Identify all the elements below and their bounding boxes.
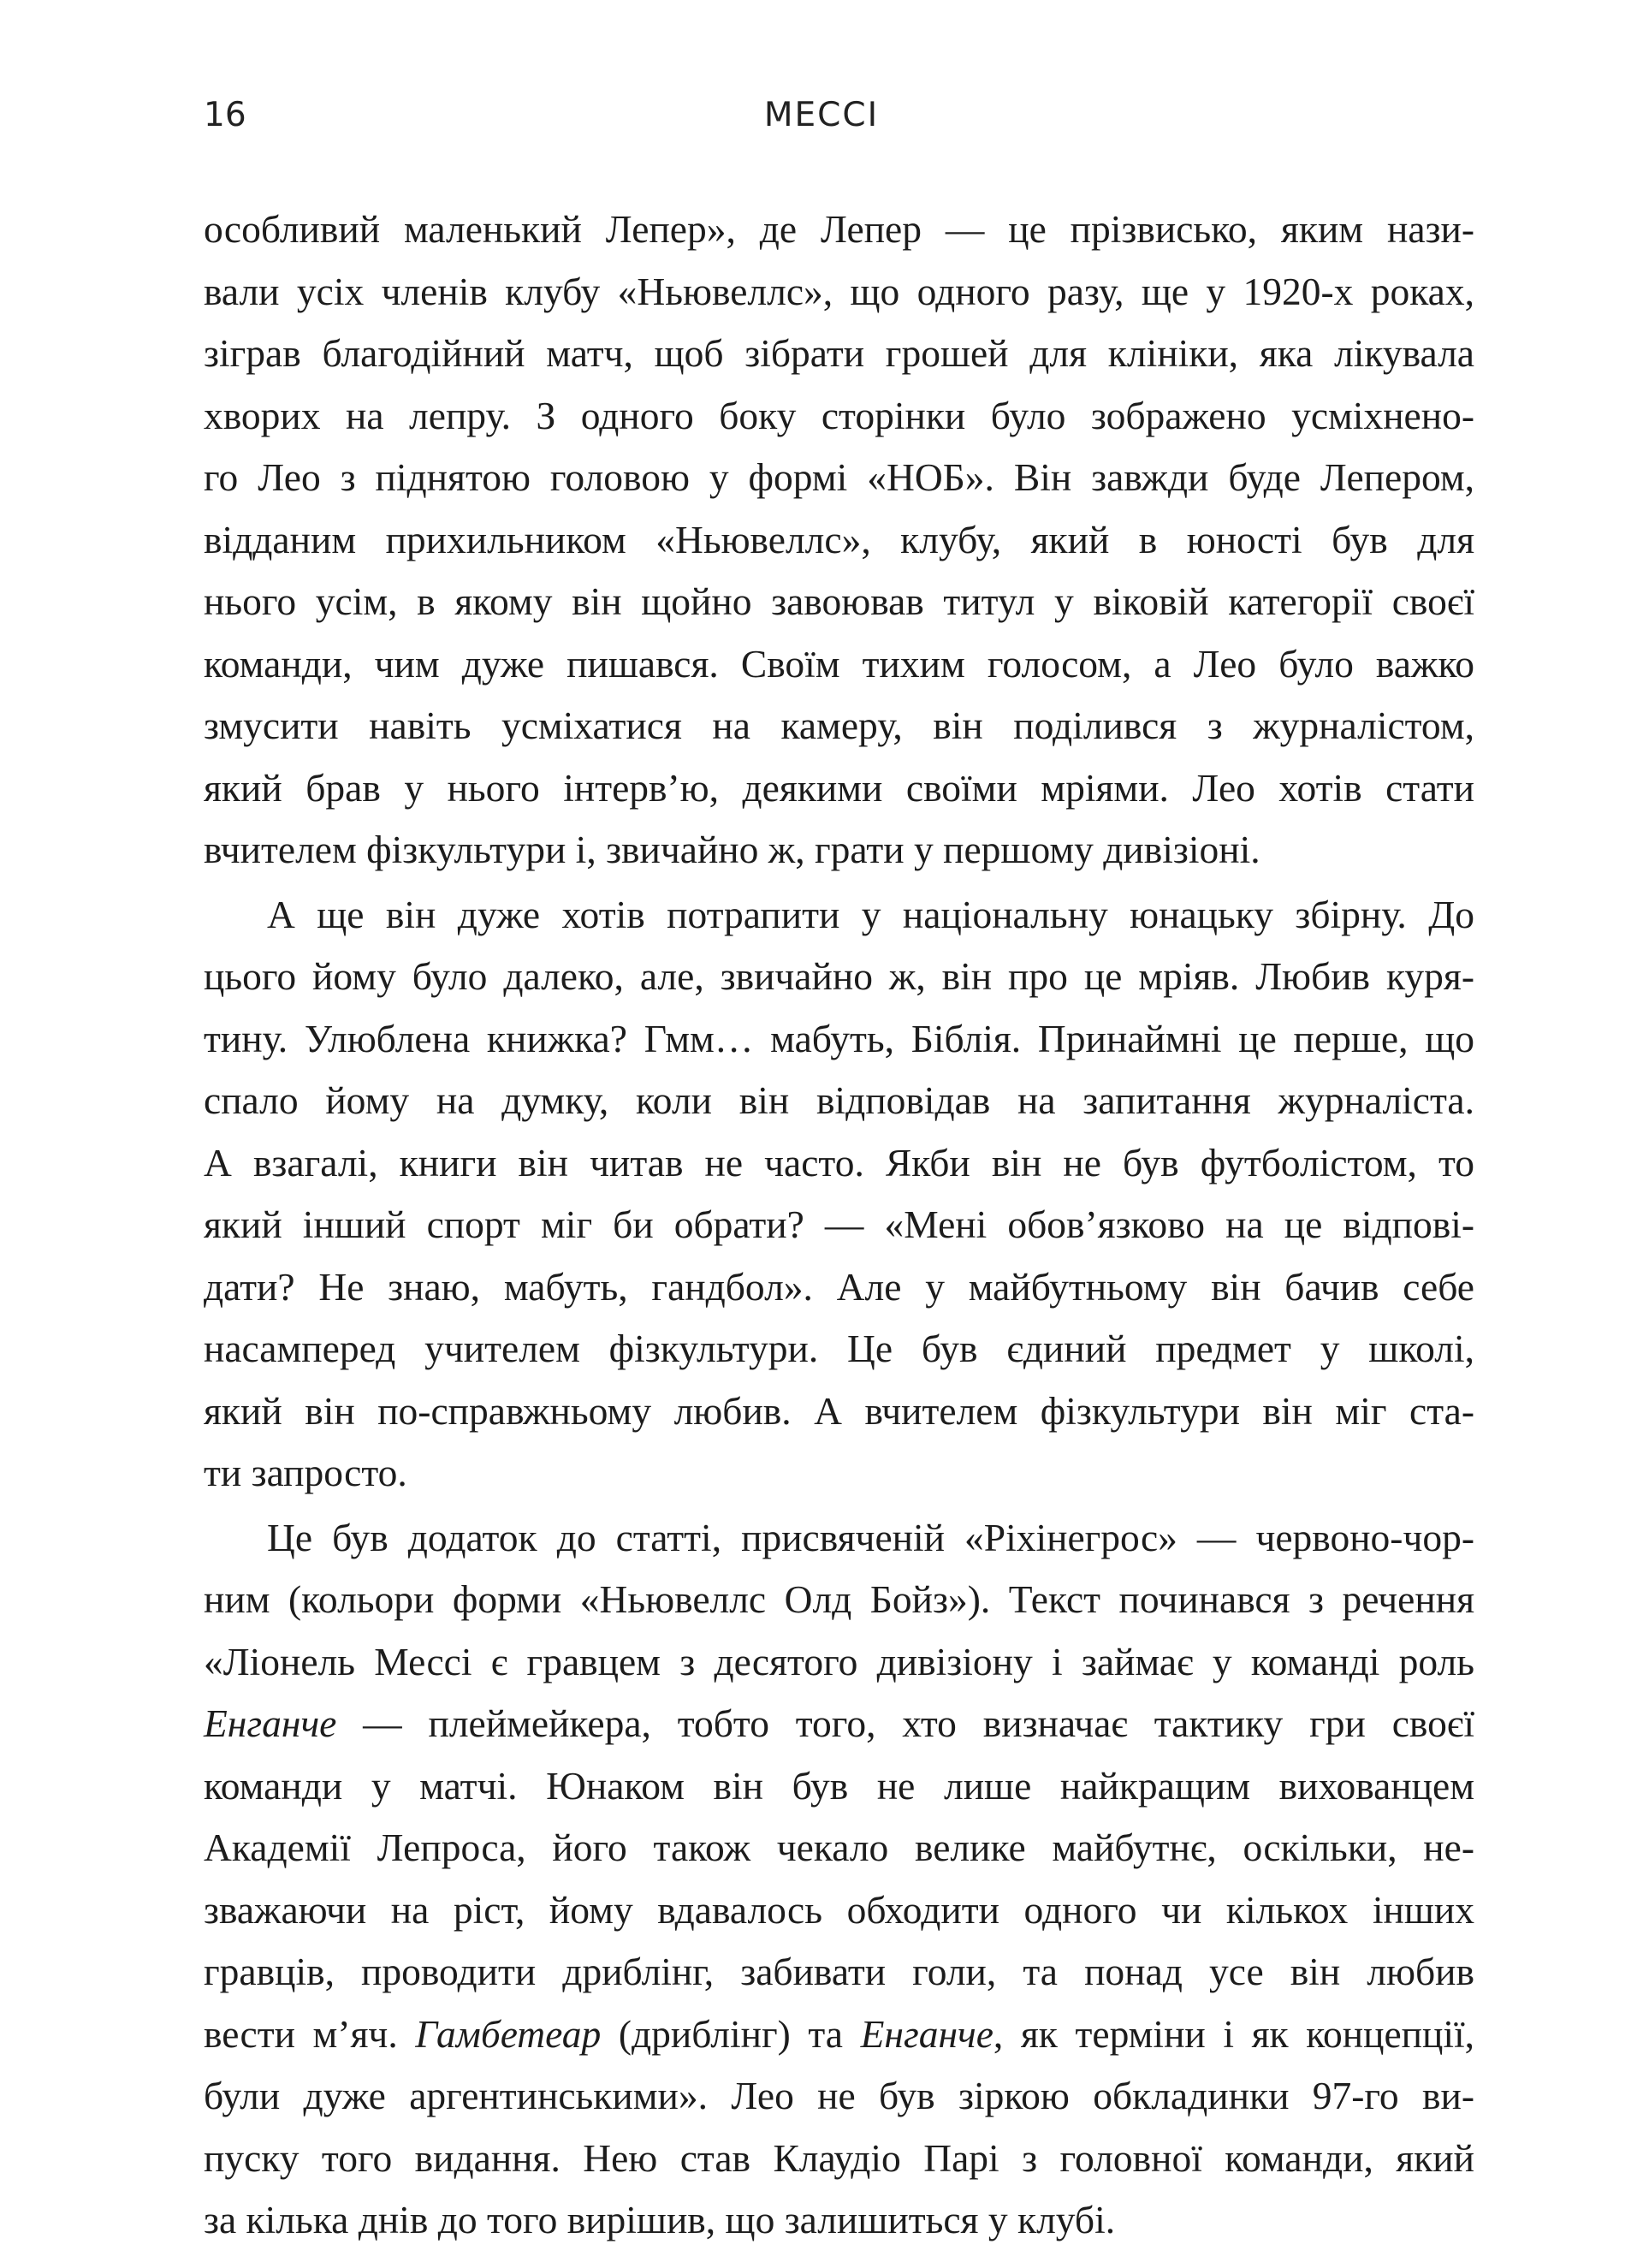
text-line: зважаючи на ріст, йому вдавалось обходити одного чи кількох інших [204, 1887, 1474, 1932]
text-line: дати? Не знаю, мабуть, гандбол». Але у майбутньому він бачив себе [204, 1264, 1474, 1309]
text-line: вали усіх членів клубу «Ньювеллс», що одного разу, ще у 1920-х роках, [204, 269, 1474, 313]
text-line: зіграв благодійний матч, щоб зібрати грошей для клініки, яка лікувала [204, 331, 1474, 375]
text-line: нього усім, в якому він щойно завоював титул у віковій категорії своєї [204, 579, 1474, 623]
paragraph [204, 1507, 1474, 2252]
text-line: вчителем фізкультури і, звичайно ж, грати у першому дивізіоні. [204, 828, 1260, 871]
text-line: відданим прихильником «Ньювеллс», клубу, який в юності був для [204, 517, 1474, 561]
text-line: гравців, проводити дриблінг, забивати голи, та понад усе він любив [204, 1950, 1474, 1993]
text-line: насамперед учителем фізкультури. Це був єдиний предмет у школі, [204, 1327, 1474, 1370]
italic-term: Гамбетеар [415, 2011, 602, 2056]
text-line: А взагалі, книги він читав не часто. Якби він не був футболістом, то [204, 1140, 1474, 1184]
text-line: хворих на лепру. З одного боку сторінки було зображено усміхнено- [204, 393, 1474, 437]
text-line: тину. Улюблена книжка? Гмм… мабуть, Біблія. Принаймні це перше, що [204, 1016, 1474, 1060]
text-line: який інший спорт міг би обрати? — «Мені обов’язково на це відпові- [204, 1202, 1474, 1246]
text-line: ти запросто. [204, 1451, 407, 1494]
body-text [204, 199, 1474, 2252]
text-line: А ще він дуже хотів потрапити у національну юнацьку збірну. До [267, 892, 1474, 936]
text-line: спало йому на думку, коли він відповідав на запитання журналіста. [204, 1078, 1474, 1122]
italic-term: Енганче [204, 1701, 337, 1745]
text-line: Енганче — плеймейкера, тобто того, хто визначає тактику гри своєї [204, 1701, 1474, 1745]
text-line: пуску того видання. Нею став Клаудіо Парі з головної команди, який [204, 2135, 1474, 2180]
text-line: змусити навіть усміхатися на камеру, він поділився з журналістом, [204, 704, 1474, 747]
text-line: команди, чим дуже пишався. Своїм тихим голосом, а Лео було важко [204, 641, 1474, 686]
page-number: 16 [204, 96, 246, 134]
running-title: МЕССІ [763, 96, 880, 134]
text-line: «Ліонель Мессі є гравцем з десятого дивізіону і займає у команді роль [204, 1639, 1474, 1683]
text-line: цього йому було далеко, але, звичайно ж, він про це мріяв. Любив куря- [204, 954, 1474, 998]
text-line: Академії Лепроса, його також чекало велике майбутнє, оскільки, не- [204, 1826, 1474, 1869]
text-line: Це був додаток до статті, присвяченій «Ріхінегрос» — червоно-чор- [267, 1515, 1474, 1559]
paragraph [204, 884, 1474, 1505]
text-line: який брав у нього інтерв’ю, деякими своїми мріями. Лео хотів стати [204, 765, 1474, 810]
italic-term: Енганче [860, 2011, 994, 2056]
text-line: за кілька днів до того вирішив, що залишиться у клубі. [204, 2198, 1116, 2241]
page-header [204, 96, 1439, 147]
text-line: го Лео з піднятою головою у формі «НОБ». Він завжди буде Лепером, [204, 455, 1474, 499]
text-line: ним (кольори форми «Ньювеллс Олд Бойз»). Текст починався з речення [204, 1577, 1474, 1621]
text-line: особливий маленький Лепер», де Лепер — це прізвисько, яким нази- [204, 207, 1474, 251]
text-line: команди у матчі. Юнаком він був не лише найкращим вихованцем [204, 1763, 1474, 1808]
text-line: який він по-справжньому любив. А вчителем фізкультури він міг ста- [204, 1388, 1474, 1433]
text-line: вести м’яч. Гамбетеар (дриблінг) та Енганче, як терміни і як концепції, [204, 2011, 1474, 2056]
text-line: були дуже аргентинськими». Лео не був зіркою обкладинки 97-го ви- [204, 2074, 1474, 2117]
paragraph [204, 199, 1474, 882]
